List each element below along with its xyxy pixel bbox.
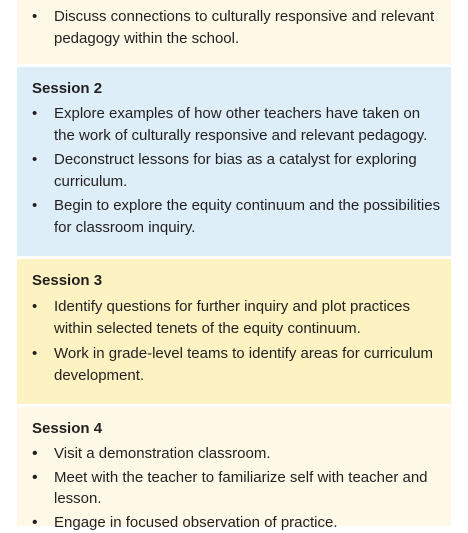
list-item	[32, 343, 441, 386]
session-3-panel	[17, 259, 451, 404]
session-4-title: Session 4	[32, 420, 102, 438]
list-item-text: Explore examples of how other teachers have taken on the work of culturally responsive and relevant pedagogy.	[54, 105, 427, 144]
list-item	[32, 512, 441, 533]
bullet-icon: •	[32, 296, 37, 318]
bullet-icon: •	[32, 195, 37, 217]
list-item	[32, 103, 441, 146]
list-item-text: Engage in focused observation of practice.	[54, 514, 338, 531]
session-3-list	[32, 296, 441, 386]
list-item	[32, 467, 441, 510]
session-2-list	[32, 103, 441, 238]
list-item	[32, 6, 441, 49]
bullet-icon: •	[32, 149, 37, 171]
list-item-text: Meet with the teacher to familiarize self with teacher and lesson.	[54, 469, 428, 508]
list-item	[32, 443, 441, 465]
session-3-title: Session 3	[32, 272, 102, 290]
session-4-list	[32, 443, 441, 533]
list-item-text: Visit a demonstration classroom.	[54, 445, 270, 462]
session-1-list	[32, 6, 441, 49]
session-1-panel-continued	[17, 0, 451, 64]
bullet-icon: •	[32, 6, 37, 28]
session-2-panel	[17, 67, 451, 256]
list-item-text: Work in grade-level teams to identify areas for curriculum development.	[54, 345, 433, 384]
list-item	[32, 149, 441, 192]
list-item	[32, 195, 441, 238]
session-2-title: Session 2	[32, 80, 102, 98]
list-item-text: Deconstruct lessons for bias as a catalyst for exploring curriculum.	[54, 151, 417, 190]
bullet-icon: •	[32, 343, 37, 365]
bullet-icon: •	[32, 467, 38, 489]
list-item-text: Discuss connections to culturally responsive and relevant pedagogy within the school.	[54, 8, 434, 47]
list-item-text: Begin to explore the equity continuum and the possibilities for classroom inquiry.	[54, 197, 440, 236]
list-item	[32, 296, 441, 339]
list-item-text: Identify questions for further inquiry and plot practices within selected tenets of the equity continuum.	[54, 298, 410, 337]
bullet-icon: •	[32, 103, 37, 125]
session-4-panel	[17, 407, 451, 526]
bullet-icon: •	[32, 512, 38, 533]
bullet-icon: •	[32, 443, 38, 465]
